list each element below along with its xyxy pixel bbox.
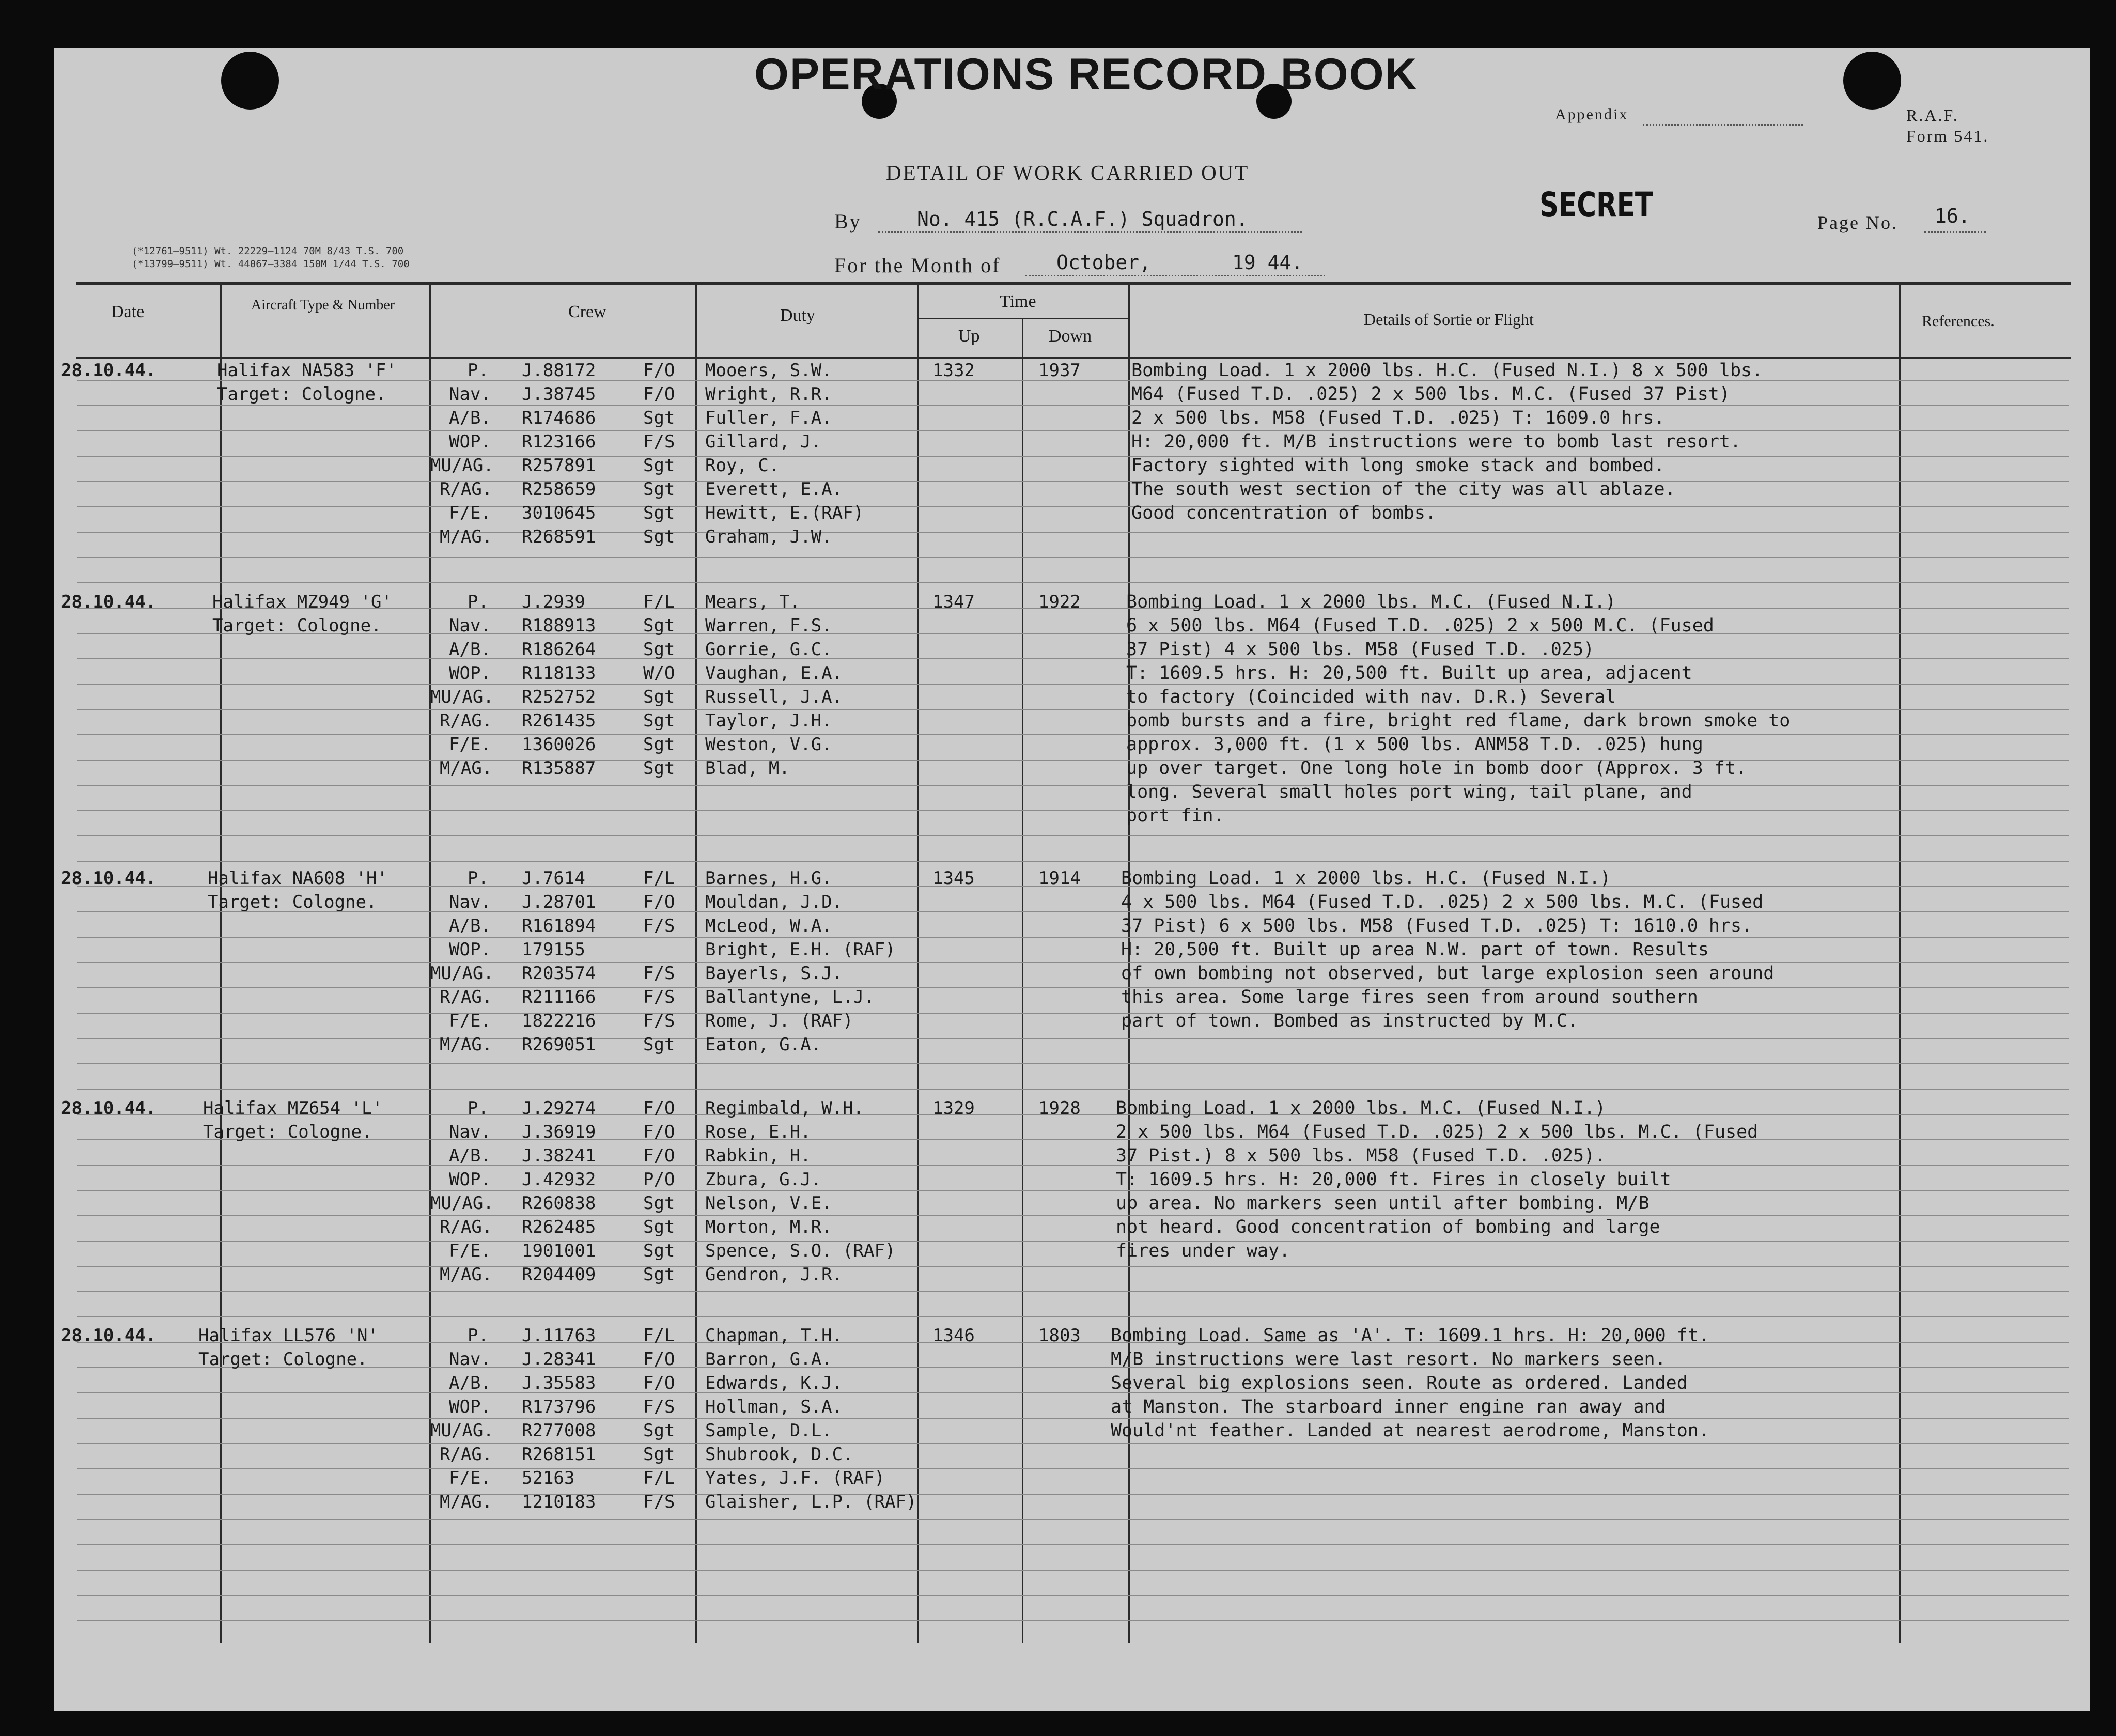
crew-role: A/B.	[449, 1145, 491, 1166]
sortie-detail-line: Factory sighted with long smoke stack and bombed.	[1131, 455, 1665, 476]
print-reference-1: (*12761—9511) Wt. 22229—1124 70M 8/43 T.S. 700	[132, 245, 404, 257]
crew-service-number: R262485	[522, 1217, 596, 1237]
squadron-name: No. 415 (R.C.A.F.) Squadron.	[917, 208, 1248, 230]
sortie-detail-line: M64 (Fused T.D. .025) 2 x 500 lbs. M.C. (Fused 37 Pist)	[1131, 384, 1730, 405]
crew-role: MU/AG.	[430, 1420, 494, 1441]
crew-name: Edwards, K.J.	[705, 1373, 843, 1393]
ruled-line	[77, 937, 2069, 938]
crew-rank: F/O	[643, 1122, 675, 1142]
ruled-line	[77, 684, 2069, 685]
crew-name: Glaisher, L.P. (RAF)	[705, 1492, 917, 1512]
crew-name: Sample, D.L.	[705, 1420, 832, 1441]
ruled-line	[77, 582, 2069, 583]
crew-rank: Sgt	[643, 479, 675, 500]
crew-name: Barron, G.A.	[705, 1349, 832, 1370]
ruled-line	[77, 557, 2069, 558]
crew-name: Warren, F.S.	[705, 615, 832, 636]
sortie-detail-line: T: 1609.5 hrs. H: 20,000 ft. Fires in closely built	[1116, 1169, 1671, 1190]
crew-role: R/AG.	[440, 479, 493, 500]
crew-rank: Sgt	[643, 615, 675, 636]
crew-rank: Sgt	[643, 1444, 675, 1465]
aircraft-type-number: Halifax LL576 'N'	[198, 1325, 378, 1346]
crew-service-number: R161894	[522, 916, 596, 936]
header-date: Date	[111, 302, 145, 321]
raf-label: R.A.F.	[1906, 106, 1959, 125]
ruled-line	[77, 405, 2069, 406]
sortie-detail-line: approx. 3,000 ft. (1 x 500 lbs. ANM58 T.D. .025) hung	[1126, 734, 1703, 755]
crew-service-number: J.28701	[522, 892, 596, 912]
ruled-line	[77, 835, 2069, 836]
month-value: October,	[1056, 251, 1152, 274]
crew-rank: Sgt	[643, 758, 675, 779]
sortie-detail-line: part of town. Bombed as instructed by M.C.	[1121, 1011, 1579, 1031]
crew-role: R/AG.	[440, 1217, 493, 1237]
ruled-line	[77, 1215, 2069, 1216]
sortie-detail-line: Bombing Load. 1 x 2000 lbs. H.C. (Fused N.I.) 8 x 500 lbs.	[1131, 360, 1763, 381]
sortie-detail-line: 2 x 500 lbs. M58 (Fused T.D. .025) T: 1609.0 hrs.	[1131, 408, 1665, 428]
crew-rank: Sgt	[643, 710, 675, 731]
crew-name: Gendron, J.R.	[705, 1264, 843, 1285]
crew-name: Rabkin, H.	[705, 1145, 811, 1166]
crew-service-number: R268591	[522, 526, 596, 547]
crew-rank: F/L	[643, 1468, 675, 1489]
sortie-date: 28.10.44.	[61, 868, 157, 889]
crew-role: R/AG.	[440, 710, 493, 731]
page-number: 16.	[1935, 205, 1970, 227]
ruled-line	[77, 1468, 2069, 1469]
crew-rank: Sgt	[643, 503, 675, 523]
crew-rank: F/O	[643, 1373, 675, 1393]
crew-name: Morton, M.R.	[705, 1217, 832, 1237]
sortie-detail-line: long. Several small holes port wing, tail plane, and	[1126, 782, 1692, 802]
crew-service-number: J.28341	[522, 1349, 596, 1370]
crew-role: F/E.	[449, 503, 491, 523]
sortie-detail-line: up over target. One long hole in bomb door (Approx. 3 ft.	[1126, 758, 1747, 779]
page-label: Page No.	[1817, 212, 1898, 233]
ruled-line	[77, 1620, 2069, 1621]
sortie-detail-line: 4 x 500 lbs. M64 (Fused T.D. .025) 2 x 500 lbs. M.C. (Fused	[1121, 892, 1764, 912]
detail-subtitle: DETAIL OF WORK CARRIED OUT	[886, 161, 1250, 184]
sortie-detail-line: fires under way.	[1116, 1241, 1290, 1261]
crew-service-number: R252752	[522, 687, 596, 707]
crew-role: F/E.	[449, 1011, 491, 1031]
crew-name: Rose, E.H.	[705, 1122, 811, 1142]
year-value: 19 44.	[1232, 251, 1303, 274]
crew-rank: F/L	[643, 592, 675, 612]
crew-role: Nav.	[449, 384, 491, 405]
crew-name: Spence, S.O. (RAF)	[705, 1241, 896, 1261]
crew-service-number: R123166	[522, 431, 596, 452]
ruled-line	[77, 1063, 2069, 1064]
ruled-line	[77, 760, 2069, 761]
header-time: Time	[1000, 292, 1036, 311]
crew-name: Gorrie, G.C.	[705, 639, 832, 660]
crew-service-number: J.38241	[522, 1145, 596, 1166]
crew-rank: Sgt	[643, 526, 675, 547]
ruled-line	[77, 1165, 2069, 1166]
header-references: References.	[1922, 313, 1995, 330]
sortie-detail-line: to factory (Coincided with nav. D.R.) Several	[1126, 687, 1616, 707]
crew-name: Vaughan, E.A.	[705, 663, 843, 684]
print-reference-2: (*13799—9511) Wt. 44067—3384 150M 1/44 T.S. 700	[132, 258, 410, 270]
sortie-detail-line: Would'nt feather. Landed at nearest aerodrome, Manston.	[1111, 1420, 1709, 1441]
aircraft-type-number: Halifax NA608 'H'	[208, 868, 387, 889]
crew-role: WOP.	[449, 939, 491, 960]
crew-service-number: 52163	[522, 1468, 575, 1489]
time-down: 1803	[1038, 1325, 1081, 1346]
time-down: 1937	[1038, 360, 1081, 381]
crew-role: R/AG.	[440, 987, 493, 1008]
crew-name: McLeod, W.A.	[705, 916, 832, 936]
crew-service-number: J.42932	[522, 1169, 596, 1190]
binder-hole-right	[1843, 52, 1901, 110]
crew-name: Chapman, T.H.	[705, 1325, 843, 1346]
header-details: Details of Sortie or Flight	[1364, 310, 1534, 329]
sortie-detail-line: Good concentration of bombs.	[1131, 503, 1437, 523]
crew-name: Nelson, V.E.	[705, 1193, 832, 1214]
crew-rank: F/O	[643, 384, 675, 405]
crew-name: Wright, R.R.	[705, 384, 832, 405]
col-divider-duty	[917, 283, 919, 1643]
crew-rank: P/O	[643, 1169, 675, 1190]
crew-service-number: J.35583	[522, 1373, 596, 1393]
crew-name: Hewitt, E.(RAF)	[705, 503, 864, 523]
crew-rank: Sgt	[643, 1420, 675, 1441]
crew-name: Ballantyne, L.J.	[705, 987, 875, 1008]
sortie-date: 28.10.44.	[61, 592, 157, 612]
crew-rank: Sgt	[643, 1034, 675, 1055]
ruled-line	[77, 1443, 2069, 1444]
crew-service-number: R118133	[522, 663, 596, 684]
sortie-detail-line: up area. No markers seen until after bombing. M/B	[1116, 1193, 1650, 1214]
crew-service-number: R277008	[522, 1420, 596, 1441]
ruled-line	[77, 810, 2069, 811]
target: Target: Cologne.	[208, 892, 377, 912]
crew-rank: F/L	[643, 1325, 675, 1346]
crew-rank: Sgt	[643, 1264, 675, 1285]
crew-role: M/AG.	[440, 1034, 493, 1055]
crew-role: Nav.	[449, 892, 491, 912]
ruled-line	[77, 1190, 2069, 1191]
crew-role: WOP.	[449, 1169, 491, 1190]
crew-role: MU/AG.	[430, 1193, 494, 1214]
ruled-line	[77, 1570, 2069, 1571]
crew-role: WOP.	[449, 431, 491, 452]
sortie-detail-line: 6 x 500 lbs. M64 (Fused T.D. .025) 2 x 500 M.C. (Fused	[1126, 615, 1714, 636]
crew-service-number: R173796	[522, 1397, 596, 1417]
crew-role: M/AG.	[440, 1264, 493, 1285]
binder-hole-left	[221, 52, 279, 110]
crew-rank: Sgt	[643, 455, 675, 476]
sortie-detail-line: Bombing Load. Same as 'A'. T: 1609.1 hrs. H: 20,000 ft.	[1111, 1325, 1709, 1346]
crew-rank: F/O	[643, 1098, 675, 1119]
crew-name: Bayerls, S.J.	[705, 963, 843, 984]
crew-service-number: 1210183	[522, 1492, 596, 1512]
sortie-detail-line: The south west section of the city was all ablaze.	[1131, 479, 1676, 500]
crew-role: Nav.	[449, 615, 491, 636]
crew-role: F/E.	[449, 1468, 491, 1489]
ruled-line	[77, 709, 2069, 710]
ruled-line	[77, 1316, 2069, 1318]
sortie-detail-line: bomb bursts and a fire, bright red flame, dark brown smoke to	[1126, 710, 1791, 731]
crew-role: P.	[468, 868, 489, 889]
ruled-line	[77, 1266, 2069, 1267]
crew-role: P.	[468, 1325, 489, 1346]
aircraft-type-number: Halifax MZ654 'L'	[203, 1098, 383, 1119]
sortie-detail-line: at Manston. The starboard inner engine ran away and	[1111, 1397, 1666, 1417]
table-top-rule	[76, 282, 2071, 285]
crew-role: M/AG.	[440, 526, 493, 547]
crew-service-number: R261435	[522, 710, 596, 731]
header-aircraft: Aircraft Type & Number	[251, 297, 395, 313]
crew-name: Zbura, G.J.	[705, 1169, 822, 1190]
header-crew: Crew	[568, 302, 606, 321]
aircraft-type-number: Halifax NA583 'F'	[217, 360, 397, 381]
aircraft-type-number: Halifax MZ949 'G'	[212, 592, 392, 612]
crew-role: M/AG.	[440, 758, 493, 779]
crew-name: Mooers, S.W.	[705, 360, 832, 381]
target: Target: Cologne.	[212, 615, 382, 636]
crew-service-number: 1822216	[522, 1011, 596, 1031]
ruled-line	[77, 1013, 2069, 1014]
header-duty: Duty	[780, 306, 815, 325]
crew-service-number: R186264	[522, 639, 596, 660]
crew-role: WOP.	[449, 663, 491, 684]
sortie-detail-line: port fin.	[1126, 805, 1224, 826]
ruled-line	[77, 430, 2069, 431]
ruled-line	[77, 506, 2069, 507]
ruled-line	[77, 1595, 2069, 1596]
crew-rank: F/S	[643, 1011, 675, 1031]
sortie-date: 28.10.44.	[61, 1098, 157, 1119]
crew-name: Gillard, J.	[705, 431, 822, 452]
ruled-line	[77, 1494, 2069, 1495]
col-divider-date	[220, 283, 222, 1643]
table-header-rule	[76, 357, 2071, 359]
crew-rank: Sgt	[643, 1241, 675, 1261]
crew-service-number: R260838	[522, 1193, 596, 1214]
crew-role: MU/AG.	[430, 455, 494, 476]
crew-rank: F/O	[643, 1145, 675, 1166]
secret-stamp: SECRET	[1539, 185, 1653, 225]
crew-rank: Sgt	[643, 1217, 675, 1237]
sortie-date: 28.10.44.	[61, 1325, 157, 1346]
crew-rank: W/O	[643, 663, 675, 684]
crew-service-number: R135887	[522, 758, 596, 779]
ruled-line	[77, 1367, 2069, 1368]
crew-name: Mears, T.	[705, 592, 801, 612]
crew-name: Barnes, H.G.	[705, 868, 832, 889]
ruled-line	[77, 861, 2069, 862]
appendix-label: Appendix	[1555, 106, 1629, 123]
target: Target: Cologne.	[198, 1349, 368, 1370]
ruled-line	[77, 1241, 2069, 1242]
crew-name: Shubrook, D.C.	[705, 1444, 853, 1465]
crew-role: MU/AG.	[430, 963, 494, 984]
crew-name: Mouldan, J.D.	[705, 892, 843, 912]
crew-name: Weston, V.G.	[705, 734, 832, 755]
ruled-line	[77, 1418, 2069, 1419]
sortie-detail-line: T: 1609.5 hrs. H: 20,500 ft. Built up area, adjacent	[1126, 663, 1692, 684]
crew-role: R/AG.	[440, 1444, 493, 1465]
crew-service-number: R188913	[522, 615, 596, 636]
target: Target: Cologne.	[217, 384, 386, 405]
time-down: 1922	[1038, 592, 1081, 612]
crew-rank: F/O	[643, 360, 675, 381]
crew-name: Fuller, F.A.	[705, 408, 832, 428]
ruled-line	[77, 481, 2069, 482]
crew-service-number: R211166	[522, 987, 596, 1008]
crew-service-number: J.11763	[522, 1325, 596, 1346]
col-divider-crew	[695, 283, 697, 1643]
crew-service-number: R203574	[522, 963, 596, 984]
crew-name: Blad, M.	[705, 758, 790, 779]
squadron-field	[878, 230, 1302, 233]
crew-service-number: 1360026	[522, 734, 596, 755]
header-up: Up	[958, 327, 980, 346]
time-up: 1345	[932, 868, 975, 889]
crew-role: P.	[468, 1098, 489, 1119]
ruled-line	[77, 734, 2069, 735]
crew-name: Hollman, S.A.	[705, 1397, 843, 1417]
crew-rank: F/S	[643, 916, 675, 936]
time-up: 1332	[932, 360, 975, 381]
crew-role: Nav.	[449, 1122, 491, 1142]
ruled-line	[77, 1089, 2069, 1090]
crew-name: Eaton, G.A.	[705, 1034, 822, 1055]
crew-rank: F/O	[643, 892, 675, 912]
sortie-detail-line: 37 Pist.) 8 x 500 lbs. M58 (Fused T.D. .025).	[1116, 1145, 1606, 1166]
ruled-line	[77, 1291, 2069, 1292]
month-field	[1025, 274, 1325, 276]
sortie-detail-line: not heard. Good concentration of bombing and large	[1116, 1217, 1660, 1237]
crew-rank: Sgt	[643, 408, 675, 428]
crew-name: Bright, E.H. (RAF)	[705, 939, 896, 960]
time-up: 1329	[932, 1098, 975, 1119]
sortie-detail-line: 37 Pist) 6 x 500 lbs. M58 (Fused T.D. .025) T: 1610.0 hrs.	[1121, 916, 1753, 936]
crew-rank: F/O	[643, 1349, 675, 1370]
crew-role: A/B.	[449, 639, 491, 660]
ruled-line	[77, 658, 2069, 659]
crew-service-number: J.7614	[522, 868, 585, 889]
crew-service-number: 179155	[522, 939, 585, 960]
crew-rank: Sgt	[643, 687, 675, 707]
ruled-line	[77, 987, 2069, 988]
time-down: 1928	[1038, 1098, 1081, 1119]
ruled-line	[77, 1038, 2069, 1039]
crew-role: WOP.	[449, 1397, 491, 1417]
crew-name: Taylor, J.H.	[705, 710, 832, 731]
col-divider-updown	[1022, 318, 1023, 1643]
crew-rank: F/S	[643, 987, 675, 1008]
crew-name: Roy, C.	[705, 455, 780, 476]
crew-rank: F/S	[643, 963, 675, 984]
page-title: OPERATIONS RECORD BOOK	[754, 50, 1418, 99]
crew-role: P.	[468, 360, 489, 381]
ruled-line	[77, 1519, 2069, 1520]
crew-role: F/E.	[449, 734, 491, 755]
crew-rank: Sgt	[643, 734, 675, 755]
target: Target: Cologne.	[203, 1122, 372, 1142]
sortie-detail-line: Bombing Load. 1 x 2000 lbs. M.C. (Fused N.I.)	[1126, 592, 1616, 612]
crew-name: Graham, J.W.	[705, 526, 832, 547]
crew-name: Regimbald, W.H.	[705, 1098, 864, 1119]
crew-service-number: 3010645	[522, 503, 596, 523]
crew-service-number: R257891	[522, 455, 596, 476]
ruled-line	[77, 456, 2069, 457]
crew-rank: F/L	[643, 868, 675, 889]
sortie-detail-line: Bombing Load. 1 x 2000 lbs. H.C. (Fused N.I.)	[1121, 868, 1611, 889]
ruled-line	[77, 1139, 2069, 1140]
sortie-detail-line: 37 Pist) 4 x 500 lbs. M58 (Fused T.D. .025)	[1126, 639, 1595, 660]
time-down: 1914	[1038, 868, 1081, 889]
crew-role: M/AG.	[440, 1492, 493, 1512]
sortie-detail-line: 2 x 500 lbs. M64 (Fused T.D. .025) 2 x 500 lbs. M.C. (Fused	[1116, 1122, 1759, 1142]
sortie-detail-line: H: 20,000 ft. M/B instructions were to bomb last resort.	[1131, 431, 1741, 452]
month-label: For the Month of	[834, 254, 1001, 277]
crew-role: MU/AG.	[430, 687, 494, 707]
sortie-detail-line: this area. Some large fires seen from around southern	[1121, 987, 1698, 1008]
crew-rank: Sgt	[643, 639, 675, 660]
sortie-detail-line: Several big explosions seen. Route as ordered. Landed	[1111, 1373, 1688, 1393]
ruled-line	[77, 1392, 2069, 1393]
header-down: Down	[1049, 327, 1092, 346]
crew-role: P.	[468, 592, 489, 612]
crew-role: A/B.	[449, 916, 491, 936]
crew-role: A/B.	[449, 408, 491, 428]
sortie-detail-line: H: 20,500 ft. Built up area N.W. part of town. Results	[1121, 939, 1709, 960]
crew-rank: F/S	[643, 1492, 675, 1512]
crew-service-number: R204409	[522, 1264, 596, 1285]
page-field	[1924, 230, 1986, 233]
crew-name: Rome, J. (RAF)	[705, 1011, 853, 1031]
ruled-line	[77, 785, 2069, 786]
crew-role: A/B.	[449, 1373, 491, 1393]
sortie-detail-line: of own bombing not observed, but large explosion seen around	[1121, 963, 1775, 984]
crew-service-number: J.29274	[522, 1098, 596, 1119]
col-divider-details	[1899, 283, 1901, 1643]
crew-rank: Sgt	[643, 1193, 675, 1214]
time-up: 1347	[932, 592, 975, 612]
ruled-line	[77, 1544, 2069, 1545]
crew-role: Nav.	[449, 1349, 491, 1370]
crew-name: Yates, J.F. (RAF)	[705, 1468, 885, 1489]
crew-service-number: J.36919	[522, 1122, 596, 1142]
crew-name: Russell, J.A.	[705, 687, 843, 707]
crew-service-number: R269051	[522, 1034, 596, 1055]
sortie-detail-line: Bombing Load. 1 x 2000 lbs. M.C. (Fused N.I.)	[1116, 1098, 1606, 1119]
crew-service-number: J.38745	[522, 384, 596, 405]
ruled-line	[77, 532, 2069, 533]
crew-rank: F/S	[643, 1397, 675, 1417]
crew-name: Everett, E.A.	[705, 479, 843, 500]
form-number: Form 541.	[1906, 127, 1989, 145]
crew-service-number: R268151	[522, 1444, 596, 1465]
time-up: 1346	[932, 1325, 975, 1346]
crew-rank: F/S	[643, 431, 675, 452]
crew-service-number: J.2939	[522, 592, 585, 612]
crew-service-number: R258659	[522, 479, 596, 500]
crew-role: F/E.	[449, 1241, 491, 1261]
by-label: By	[834, 210, 862, 233]
crew-service-number: J.88172	[522, 360, 596, 381]
appendix-field	[1643, 123, 1803, 126]
crew-service-number: R174686	[522, 408, 596, 428]
sortie-detail-line: M/B instructions were last resort. No markers seen.	[1111, 1349, 1666, 1370]
crew-service-number: 1901001	[522, 1241, 596, 1261]
sortie-date: 28.10.44.	[61, 360, 157, 381]
